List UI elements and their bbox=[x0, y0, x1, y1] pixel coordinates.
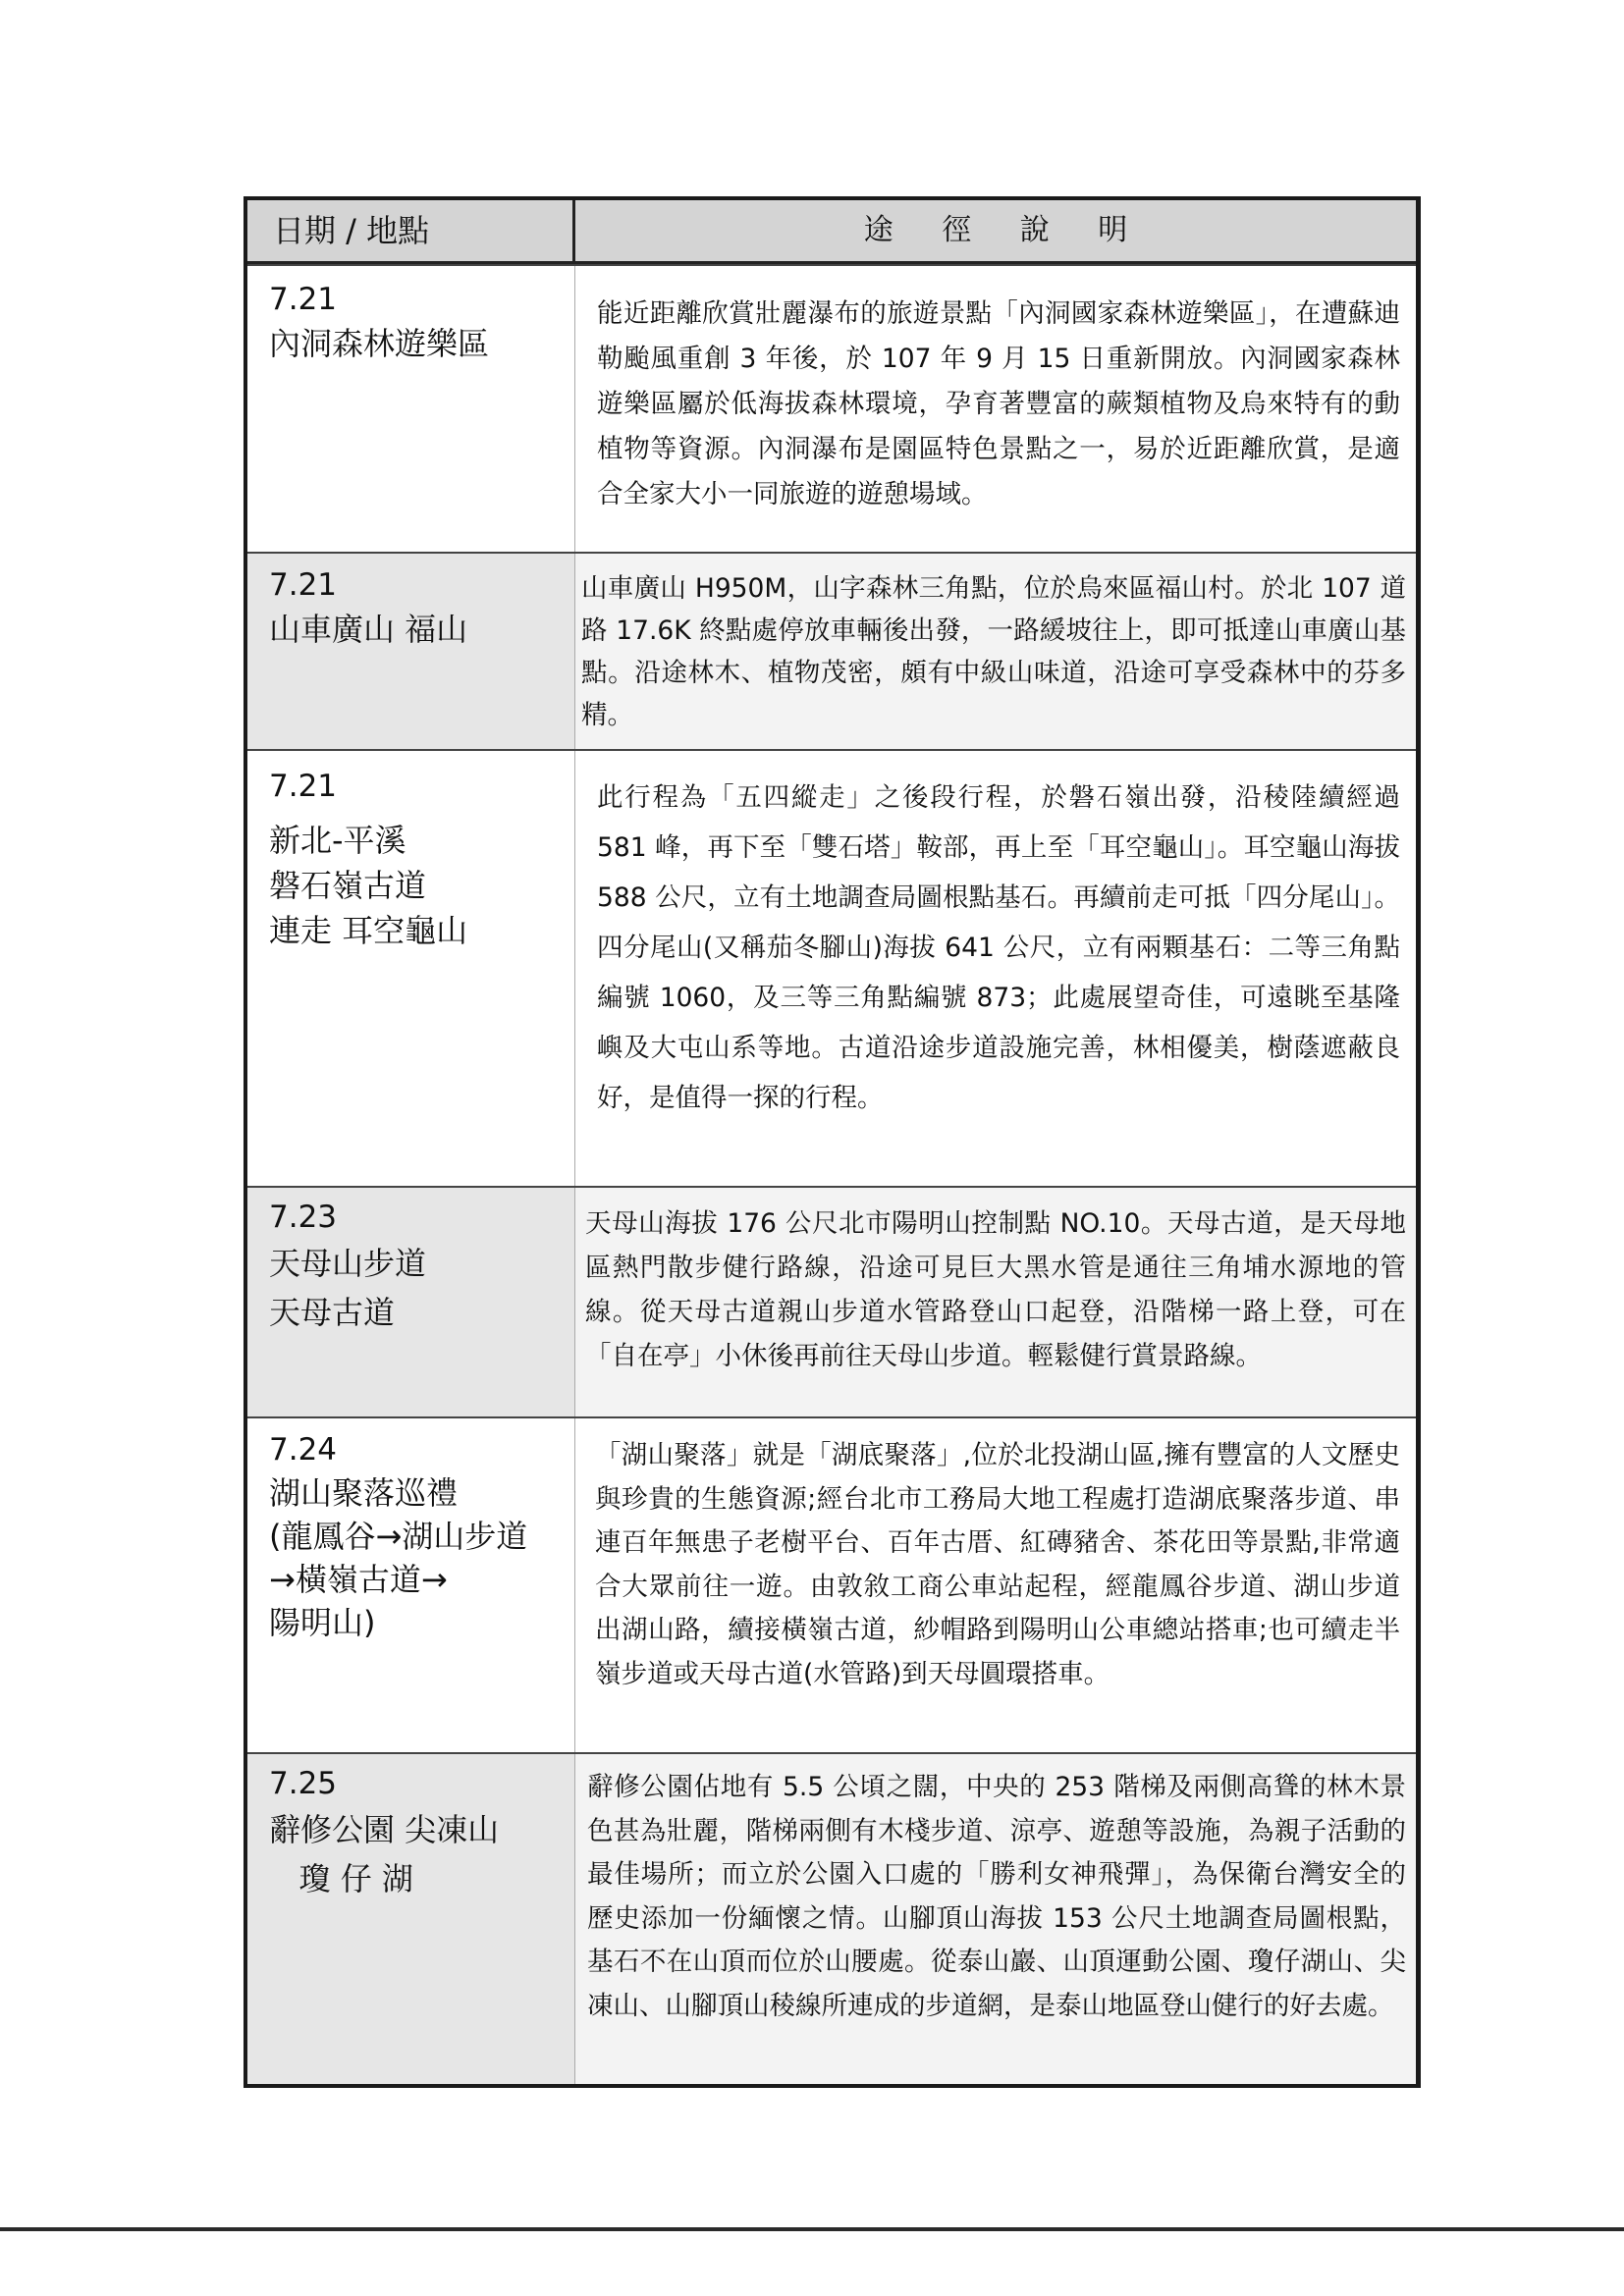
table-header bbox=[247, 200, 1416, 264]
header-date-place: 日期 / 地點 bbox=[247, 200, 575, 261]
row-description: 能近距離欣賞壯麗瀑布的旅遊景點「內洞國家森林遊樂區」，在遭蘇迪勒颱風重創 3 年後，於 107 年 9 月 15 日重新開放。內洞國家森林遊樂區屬於低海拔森林環境，孕育著豐富的蕨類植物及烏來特有的動植物等資源。內洞瀑布是園區特色景點之一，易於近距離欣賞，是適合全家大小一同旅遊的遊憩場域。 bbox=[597, 298, 1400, 509]
table-row bbox=[247, 1186, 1416, 1416]
row-description: 天母山海拔 176 公尺北市陽明山控制點 NO.10。天母古道，是天母地區熱門散步健行路線，沿途可見巨大黑水管是通往三角埔水源地的管線。從天母古道親山步道水管路登山口起登，沿階梯一路上登，可在「自在亭」小休後再前往天母山步道。輕鬆健行賞景路線。 bbox=[585, 1208, 1406, 1371]
row-date: 7.21 bbox=[269, 282, 338, 317]
row-date: 7.21 bbox=[269, 567, 338, 603]
itinerary-table bbox=[244, 196, 1421, 2088]
row-place: 新北-平溪 磐石嶺古道 連走 耳空龜山 bbox=[269, 822, 468, 949]
row-description: 此行程為「五四縱走」之後段行程，於磐石嶺出發，沿稜陸續經過 581 峰，再下至「雙石塔」鞍部，再上至「耳空龜山」。耳空龜山海拔 588 公尺，立有土地調查局圖根點基石。再續前走可抵「四分尾山」。四分尾山(又稱茄冬腳山)海拔 641 公尺，立有兩顆基石：二等三角點編號 1060，及三等三角點編號 873；此處展望奇佳，可遠眺至基隆嶼及大屯山系等地。古道沿途步道設施完善，林相優美，樹蔭遮蔽良好，是值得一探的行程。 bbox=[597, 782, 1400, 1113]
row-date: 7.24 bbox=[269, 1432, 338, 1468]
footer-rule bbox=[0, 2227, 1624, 2231]
table-row bbox=[247, 1416, 1416, 1752]
row-description: 山車廣山 H950M，山字森林三角點，位於烏來區福山村。於北 107 道路 17.6K 終點處停放車輛後出發，一路緩坡往上，即可抵達山車廣山基點。沿途林木、植物茂密，頗有中級山味道，沿途可享受森林中的芬多精。 bbox=[581, 573, 1406, 730]
row-date: 7.21 bbox=[269, 769, 338, 804]
row-place: 湖山聚落巡禮 (龍鳳谷→湖山步道 →橫嶺古道→ 陽明山) bbox=[269, 1474, 528, 1641]
row-date: 7.25 bbox=[269, 1766, 338, 1801]
row-place: 辭修公園 尖凍山 瓊 仔 湖 bbox=[269, 1811, 500, 1897]
row-place: 天母山步道 天母古道 bbox=[269, 1245, 427, 1331]
row-description: 辭修公園佔地有 5.5 公頃之闊，中央的 253 階梯及兩側高聳的林木景色甚為壯麗，階梯兩側有木棧步道、涼亭、遊憩等設施，為親子活動的最佳場所；而立於公園入口處的「勝利女神飛彈」，為保衛台灣安全的歷史添加一份緬懷之情。山腳頂山海拔 153 公尺土地調查局圖根點，基石不在山頂而位於山腰處。從泰山巖、山頂運動公園、瓊仔湖山、尖凍山、山腳頂山稜線所連成的步道網，是泰山地區登山健行的好去處。 bbox=[587, 1772, 1406, 2021]
header-route: 途 徑 說 明 bbox=[863, 213, 1128, 247]
table-row bbox=[247, 749, 1416, 1186]
row-date: 7.23 bbox=[269, 1200, 338, 1235]
table-row bbox=[247, 1752, 1416, 2084]
row-description: 「湖山聚落」就是「湖底聚落」,位於北投湖山區,擁有豐富的人文歷史與珍貴的生態資源;經台北市工務局大地工程處打造湖底聚落步道、串連百年無患子老樹平台、百年古厝、紅磚豬舍、茶花田等景點,非常適合大眾前往一遊。由敦敘工商公車站起程，經龍鳳谷步道、湖山步道出湖山路，續接橫嶺古道，紗帽路到陽明山公車總站搭車;也可續走半嶺步道或天母古道(水管路)到天母圓環搭車。 bbox=[595, 1440, 1400, 1689]
table-row bbox=[247, 264, 1416, 552]
row-place: 山車廣山 福山 bbox=[269, 611, 468, 648]
table-row bbox=[247, 552, 1416, 749]
row-place: 內洞森林遊樂區 bbox=[269, 325, 490, 362]
